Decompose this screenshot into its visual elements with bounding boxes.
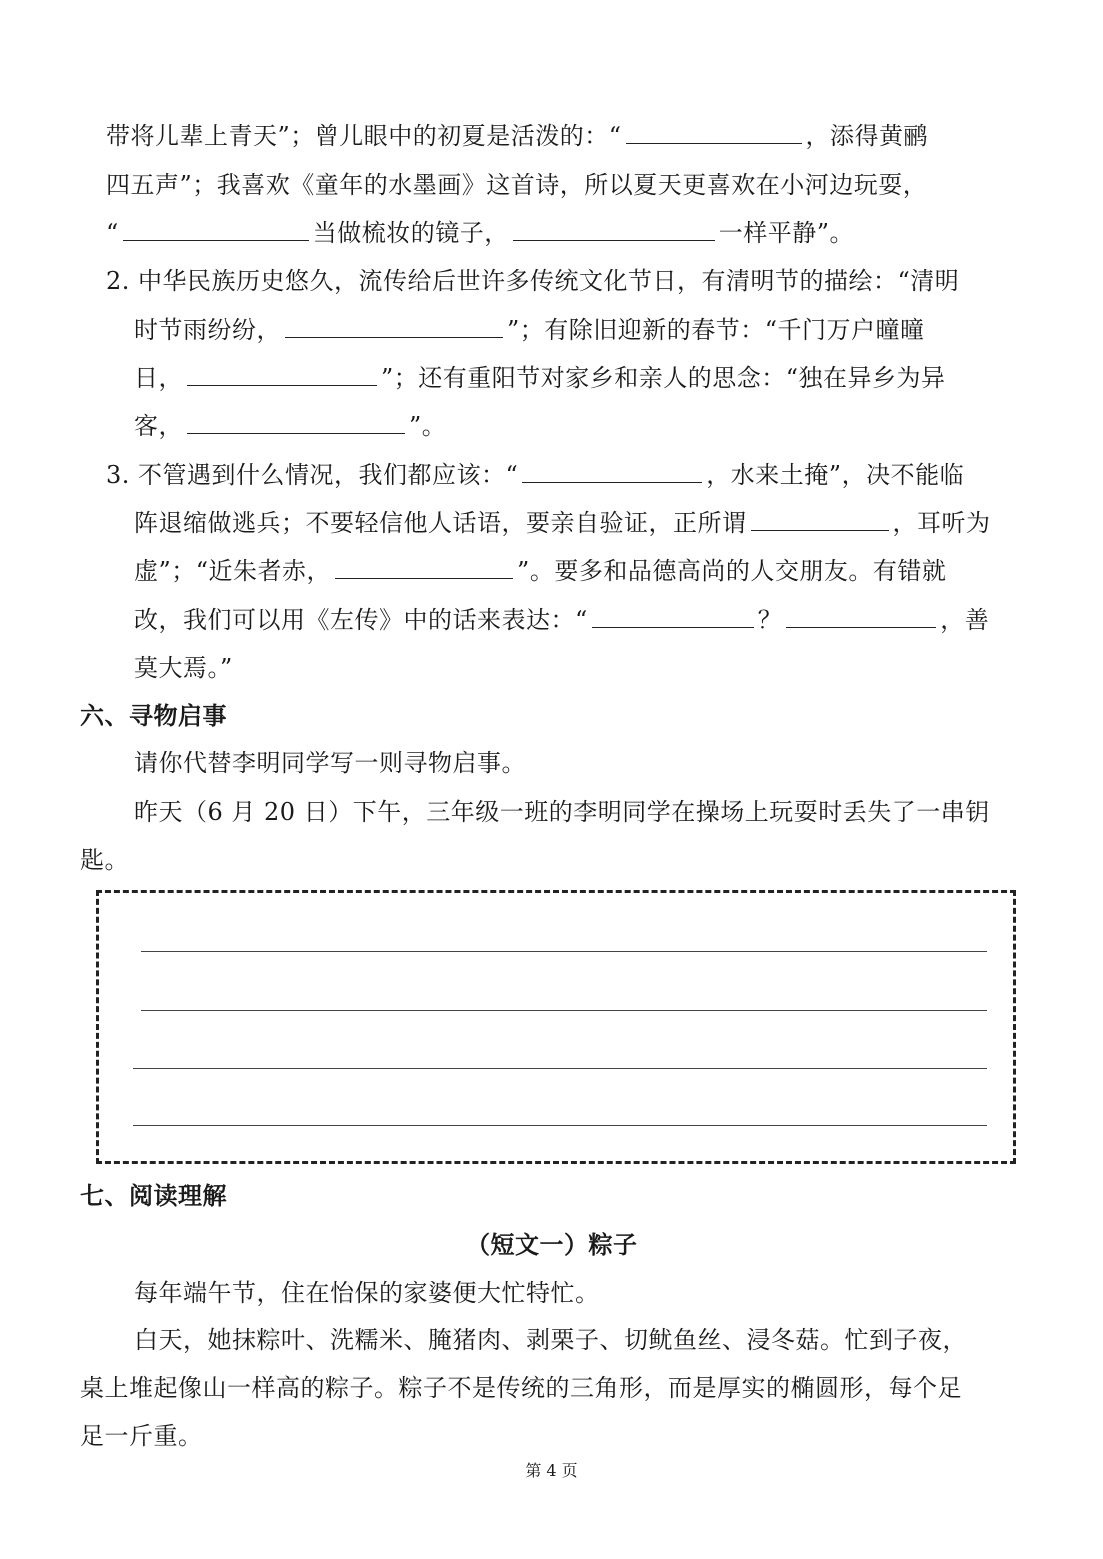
writing-line[interactable] — [141, 1010, 987, 1011]
answer-blank[interactable] — [123, 218, 309, 241]
text: 阵退缩做逃兵；不要轻信他人话语，要亲自验证，正所谓 — [134, 509, 747, 537]
text: 3. 不管遇到什么情况，我们都应该：“ — [106, 461, 519, 489]
q1-line3 — [106, 217, 854, 249]
text: ，水来土掩”，决不能临 — [706, 461, 965, 489]
text: 一样平静”。 — [718, 219, 855, 247]
text: ？ — [757, 606, 783, 634]
section7-heading: 七、阅读理解 — [80, 1182, 227, 1210]
q2-line2 — [134, 314, 925, 346]
writing-line[interactable] — [141, 951, 987, 952]
writing-line[interactable] — [133, 1068, 987, 1069]
section6-instruction: 请你代替李明同学写一则寻物启事。 — [134, 749, 526, 777]
writing-box[interactable] — [96, 890, 1016, 1164]
answer-blank[interactable] — [187, 363, 377, 386]
text: 改，我们可以用《左传》中的话来表达：“ — [134, 606, 588, 634]
q2-line4 — [134, 410, 446, 442]
text: 带将儿辈上青天”；曾儿眼中的初夏是活泼的：“ — [106, 122, 622, 150]
section6-context-line2: 匙。 — [80, 846, 129, 874]
text: 虚”；“近朱者赤， — [134, 557, 332, 585]
passage-para2-line2: 桌上堆起像山一样高的粽子。粽子不是传统的三角形，而是厚实的椭圆形，每个足 — [80, 1374, 962, 1402]
passage-title: （短文一）粽子 — [466, 1231, 638, 1259]
q3-line3 — [134, 555, 946, 587]
answer-blank[interactable] — [522, 460, 702, 483]
section6-context-line1: 昨天（6 月 20 日）下午，三年级一班的李明同学在操场上玩耍时丢失了一串钥 — [134, 798, 990, 826]
text: 时节雨纷纷， — [134, 316, 281, 344]
text: 日， — [134, 364, 183, 392]
answer-blank[interactable] — [187, 411, 405, 434]
q3-line5 — [134, 652, 233, 684]
answer-blank[interactable] — [285, 315, 503, 338]
q1-line2 — [106, 169, 927, 201]
text: “ — [106, 219, 119, 247]
text: ”；还有重阳节对家乡和亲人的思念：“独在异乡为异 — [381, 364, 946, 392]
answer-blank[interactable] — [335, 556, 513, 579]
q2-line3 — [134, 362, 946, 394]
passage-para1: 每年端午节，住在怡保的家婆便大忙特忙。 — [134, 1279, 600, 1307]
text: 当做梳妆的镜子， — [312, 219, 509, 247]
text: ，耳听为 — [892, 509, 991, 537]
text: 莫大焉。” — [134, 654, 233, 682]
page-number: 第 4 页 — [525, 1461, 578, 1480]
q2-line1 — [106, 265, 959, 297]
answer-blank[interactable] — [626, 121, 802, 144]
q1-line1 — [106, 120, 928, 152]
q3-line4 — [134, 604, 989, 636]
passage-para2-line1: 白天，她抹粽叶、洗糯米、腌猪肉、剥栗子、切鱿鱼丝、浸冬菇。忙到子夜， — [134, 1326, 967, 1354]
text: 客， — [134, 412, 183, 440]
text: 2. 中华民族历史悠久，流传给后世许多传统文化节日，有清明节的描绘：“清明 — [106, 267, 960, 295]
text: ”。要多和品德高尚的人交朋友。有错就 — [517, 557, 947, 585]
writing-line[interactable] — [133, 1125, 987, 1126]
text: ，添得黄鹂 — [805, 122, 929, 150]
answer-blank[interactable] — [751, 508, 889, 531]
q3-line1 — [106, 459, 964, 491]
answer-blank[interactable] — [513, 218, 715, 241]
text: ，善 — [940, 606, 990, 634]
text: ”。 — [409, 412, 447, 440]
passage-para2-line3: 足一斤重。 — [80, 1422, 203, 1450]
answer-blank[interactable] — [592, 605, 754, 628]
section6-heading: 六、寻物启事 — [80, 702, 227, 730]
answer-blank[interactable] — [786, 605, 936, 628]
text: 四五声”；我喜欢《童年的水墨画》这首诗，所以夏天更喜欢在小河边玩耍， — [106, 171, 928, 199]
text: ”；有除旧迎新的春节：“千门万户曈曈 — [507, 316, 925, 344]
q3-line2 — [134, 507, 991, 539]
